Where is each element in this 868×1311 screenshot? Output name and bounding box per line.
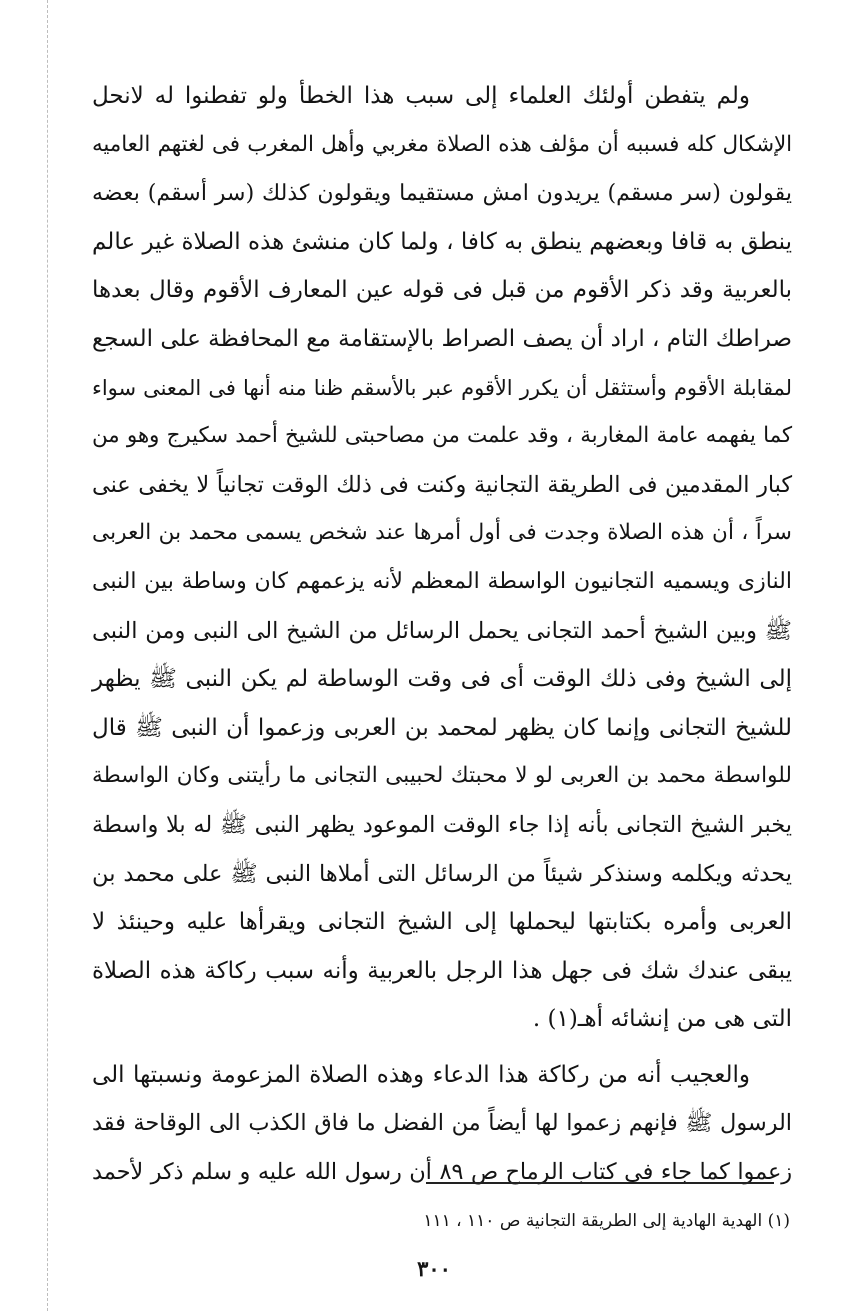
text-line: لمقابلة الأقوم وأستثقل أن يكرر الأقوم عبر بالأسقم ظنا منه أنها فى المعنى سواء <box>92 375 792 400</box>
page-edge-guide <box>47 0 48 1311</box>
text-line: سراً ، أن هذه الصلاة وجدت فى أول أمرها عند شخص يسمى محمد بن العربى <box>92 520 793 546</box>
text-line: يقولون (سر مسقم) يريدون امش مستقيما ويقولون كذلك (سر أسقم) بعضه <box>92 180 792 207</box>
footnote-separator <box>426 1182 774 1184</box>
text-line: إلى الشيخ وفى ذلك الوقت أى فى وقت الوساطة لم يكن النبى ﷺ يظهر <box>92 666 792 693</box>
text-line: العربى وأمره بكتابتها ليحملها إلى الشيخ التجانى ويقرأها عليه وحينئذ لا <box>92 909 792 936</box>
text-line: كما يفهمه عامة المغاربة ، وقد علمت من مصاحبتى للشيخ أحمد سكيرج وهو من <box>92 423 792 449</box>
text-line: للواسطة محمد بن العربى لو لا محبتك لحبيبى التجانى ما رأيتنى وكان الواسطة <box>92 763 792 789</box>
text-line: يبقى عندك شك فى جهل هذا الرجل بالعربية وأنه سبب ركاكة هذه الصلاة <box>92 957 792 984</box>
footnote: (١) الهدية الهادية إلى الطريقة التجانية ص ١١٠ ، ١١١ <box>423 1211 790 1231</box>
text-line: يخبر الشيخ التجانى بأنه إذا جاء الوقت الموعود يظهر النبى ﷺ له بلا واسطة <box>92 811 792 838</box>
text-line: النازى ويسميه التجانيون الواسطة المعظم لأنه يزعمهم كان وساطة بين النبى <box>92 568 792 594</box>
paragraph-2 <box>92 1051 792 1197</box>
text-line: والعجيب أنه من ركاكة هذا الدعاء وهذه الصلاة المزعومة ونسبتها الى <box>92 1061 750 1088</box>
text-line: للشيخ التجانى وإنما كان يظهر لمحمد بن العربى وزعموا أن النبى ﷺ قال <box>92 714 792 741</box>
text-line: الرسول ﷺ فإنهم زعموا لها أيضاً من الفضل ما فاق الكذب الى الوقاحة فقد <box>92 1110 792 1137</box>
main-text <box>92 72 792 1197</box>
text-line: الإشكال كله فسببه أن مؤلف هذه الصلاة مغربي وأهل المغرب فى لغتهم العاميه <box>92 131 792 157</box>
text-line: التى هى من إنشائه أهـ(١) . <box>532 1006 792 1033</box>
text-line: ولم يتفطن أولئك العلماء إلى سبب هذا الخطأ ولو تفطنوا له لانحل <box>92 83 750 109</box>
text-line: ينطق به قافا وبعضهم ينطق به كافا ، ولما كان منشئ هذه الصلاة غير عالم <box>92 228 792 255</box>
paragraph-gap <box>92 1044 792 1051</box>
text-line: ﷺ وبين الشيخ أحمد التجانى يحمل الرسائل من الشيخ الى النبى ومن النبى <box>92 617 792 644</box>
text-line: بالعربية وقد ذكر الأقوم من قبل فى قوله عين المعارف الأقوم وقال بعدها <box>92 277 792 304</box>
text-line: صراطك التام ، اراد أن يصف الصراط بالإستقامة مع المحافظة على السجع <box>92 325 792 352</box>
text-line: كبار المقدمين فى الطريقة التجانية وكنت فى ذلك الوقت تجانياً لا يخفى عنى <box>92 471 792 498</box>
text-line: يحدثه ويكلمه وسنذكر شيئاً من الرسائل التى أملاها النبى ﷺ على محمد بن <box>92 860 792 887</box>
page-number: ٣٠٠ <box>417 1256 451 1281</box>
text-line: زعموا كما جاء فى كتاب الرماح ص ٨٩ أن رسول الله عليه و سلم ذكر لأحمد <box>92 1159 793 1186</box>
paragraph-1 <box>92 72 792 1044</box>
